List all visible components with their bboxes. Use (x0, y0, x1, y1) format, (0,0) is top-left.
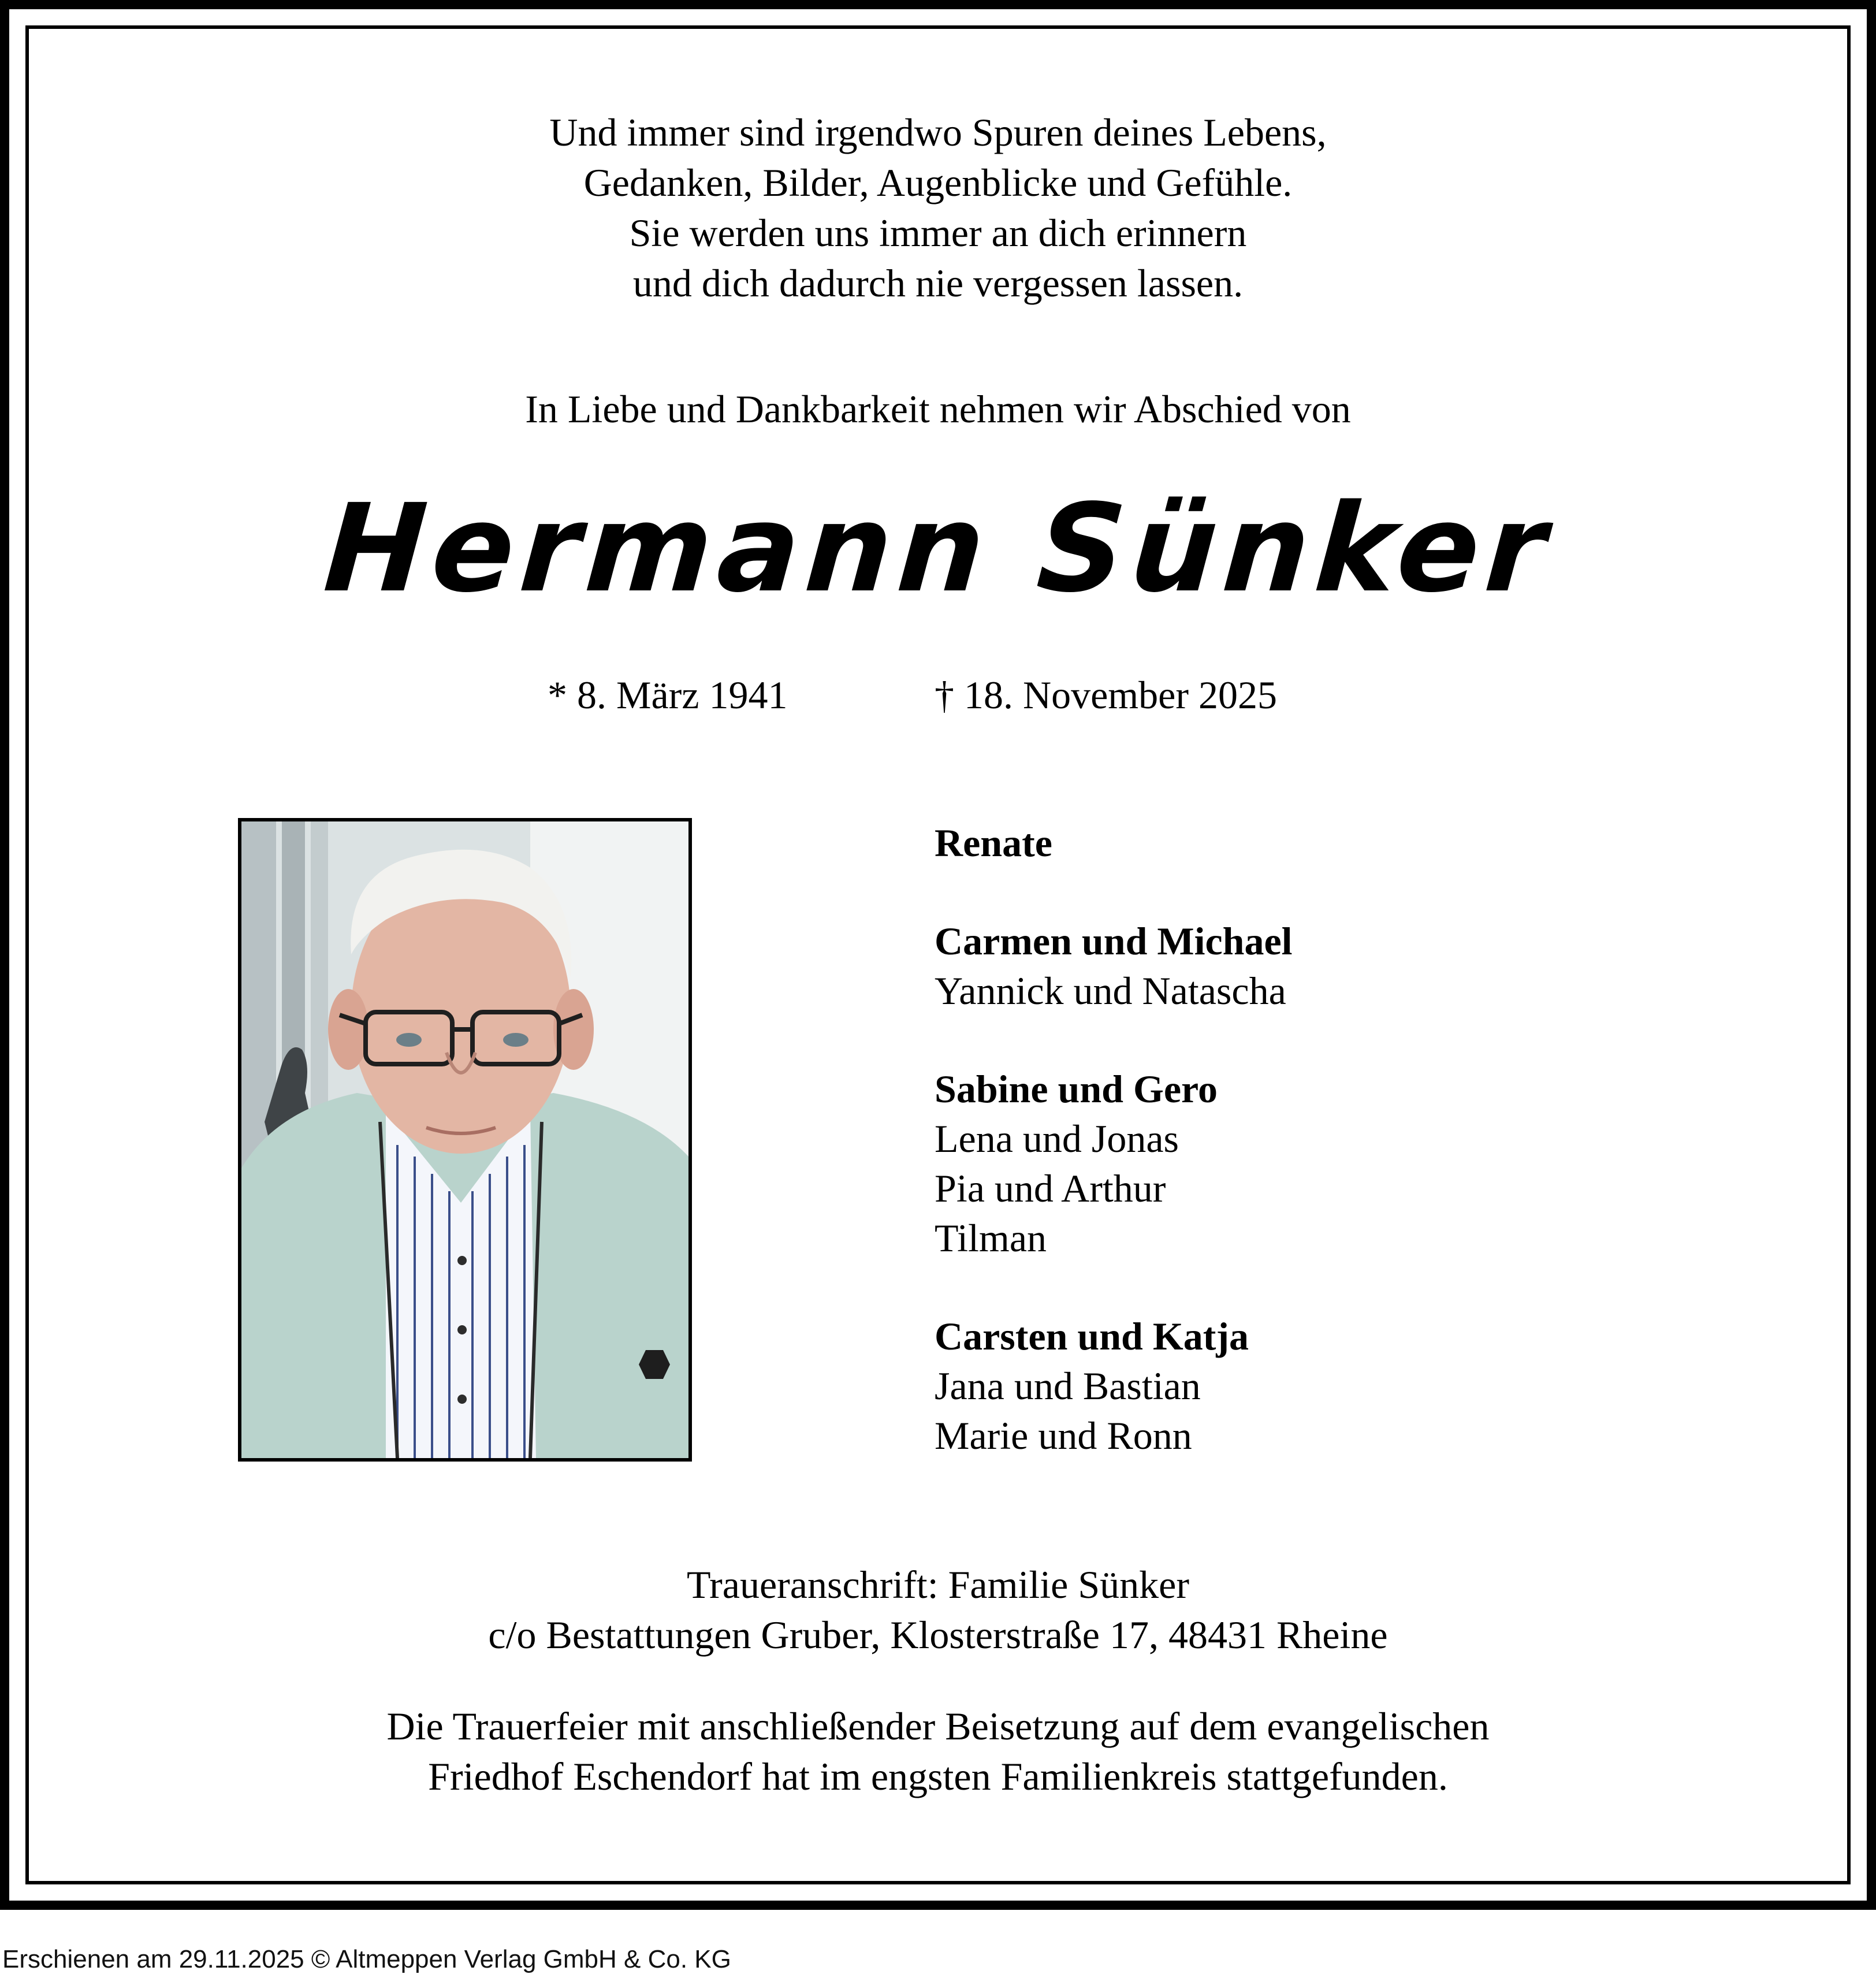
poem-line: Sie werden uns immer an dich erinnern (629, 211, 1247, 255)
poem (0, 107, 1876, 308)
mourning-address (0, 1560, 1876, 1660)
family-lead: Renate (935, 821, 1052, 865)
family-group (935, 916, 1293, 1016)
family-list (935, 818, 1293, 1509)
family-member: Marie und Ronn (935, 1414, 1192, 1458)
family-lead: Sabine und Gero (935, 1067, 1218, 1111)
family-group (935, 818, 1293, 868)
ceremony-line: Friedhof Eschendorf hat im engsten Familienkreis stattgefunden. (428, 1754, 1448, 1798)
family-lead: Carsten und Katja (935, 1314, 1249, 1358)
deceased-name: Hermann Sünker (320, 478, 1557, 619)
poem-line: Und immer sind irgendwo Spuren deines Lebens, (549, 110, 1327, 154)
publication-footer: Erschienen am 29.11.2025 © Altmeppen Verlag GmbH & Co. KG (2, 1945, 731, 1973)
family-member: Yannick und Natascha (935, 969, 1286, 1013)
ceremony-notice (0, 1701, 1876, 1802)
birth-date: * 8. März 1941 (548, 673, 788, 717)
death-date: † 18. November 2025 (935, 673, 1278, 717)
family-group (935, 1064, 1293, 1263)
ceremony-line: Die Trauerfeier mit anschließender Beisetzung auf dem evangelischen (386, 1704, 1490, 1748)
poem-line: Gedanken, Bilder, Augenblicke und Gefühle. (583, 161, 1293, 205)
family-member: Lena und Jonas (935, 1117, 1179, 1161)
family-member: Pia und Arthur (935, 1166, 1166, 1210)
family-member: Tilman (935, 1216, 1047, 1260)
family-lead: Carmen und Michael (935, 919, 1293, 963)
address-line: c/o Bestattungen Gruber, Klosterstraße 17, 48431 Rheine (488, 1613, 1388, 1657)
poem-line: und dich dadurch nie vergessen lassen. (632, 261, 1244, 305)
family-group (935, 1311, 1293, 1460)
address-line: Traueranschrift: Familie Sünker (687, 1563, 1189, 1607)
farewell-intro: In Liebe und Dankbarkeit nehmen wir Abschied von (525, 387, 1351, 431)
family-member: Jana und Bastian (935, 1364, 1201, 1408)
portrait-photo (238, 818, 692, 1462)
